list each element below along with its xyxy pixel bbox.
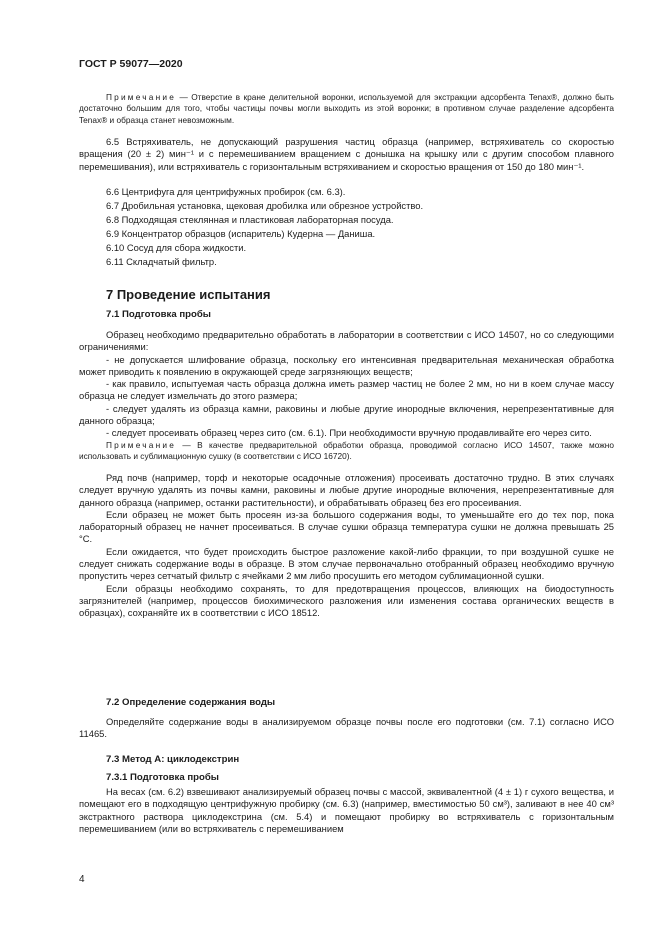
page-number: 4: [79, 874, 85, 885]
item-6-8: 6.8 Подходящая стеклянная и пластиковая лабораторная посуда.: [106, 214, 394, 225]
paragraph-soils: Ряд почв (например, торф и некоторые осадочные отложения) просеивать достаточно трудно. В этих случаях следует вручную удалять из почвы камни, раковины и любые другие инородные включения, нерепрезентативные для данного образца (например, останки растительности), и обрабатывать образец без его просеивания.: [79, 472, 614, 508]
bullet-2: - как правило, испытуемая часть образца должна иметь размер частиц не более 2 мм, но ни в коем случае массу образца не следует измельчать до этого размера;: [79, 378, 614, 402]
paragraph-water: Если образец не может быть просеян из-за большого содержания воды, то уменьшайте его до тех пор, пока лабораторный образец не начнет просеиваться. В случае сушки образца температура сушки не должна превышать 25 °С.: [79, 508, 614, 545]
document-header: ГОСТ Р 59077—2020: [79, 58, 183, 70]
item-6-5: [79, 136, 614, 173]
note-label: Примечание: [106, 92, 177, 102]
item-6-7: 6.7 Дробильная установка, щековая дробилка или обрезное устройство.: [106, 200, 424, 211]
section-7-1-heading: 7.1 Подготовка пробы: [106, 309, 211, 320]
item-6-11: 6.11 Складчатый фильтр.: [106, 256, 217, 267]
section-7-2-text: Определяйте содержание воды в анализируемом образце почвы после его подготовки (см. 7.1) согласно ИСО 11465.: [79, 716, 614, 740]
item-6-9: 6.9 Концентратор образцов (испаритель) Кудерна — Даниша.: [106, 228, 376, 239]
section-7-3-heading: 7.3 Метод А: циклодекстрин: [106, 754, 240, 765]
bullet-3: - следует удалять из образца камни, раковины и любые другие инородные включения, нерепрезентативные для данного образца;: [79, 402, 614, 427]
section-7-2-heading: 7.2 Определение содержания воды: [106, 697, 276, 708]
note-label: Примечание: [106, 440, 177, 450]
note-tenax: [79, 92, 614, 126]
bullet-4: - следует просеивать образец через сито (см. 6.1). При необходимости вручную продавливайте его через сито.: [106, 427, 592, 439]
section-7-2-body: [79, 716, 614, 741]
section-7-1-paragraphs: [79, 472, 614, 620]
section-7-heading: 7 Проведение испытания: [106, 287, 271, 302]
note-text: — В качестве предварительной обработки образца, проводимой согласно ИСО 14507, также можно использовать и сублимационную сушку (в соответствии с ИСО 16720).: [79, 440, 614, 462]
item-6-6: 6.6 Центрифуга для центрифужных пробирок (см. 6.3).: [106, 186, 346, 197]
section-7-1-intro: Образец необходимо предварительно обработать в лаборатории в соответствии с ИСО 14507, но со следующими ограничениями:: [79, 329, 614, 353]
paragraph-storage: Если образцы необходимо сохранять, то для предотвращения процессов, влияющих на биодоступность загрязнителей (например, процессов биохимического разложения или изменения состава органических веществ в образцах), сохраняйте их в соответствии с ИСО 18512.: [79, 582, 614, 619]
paragraph-drying: Если ожидается, что будет происходить быстрое разложение какой-либо фракции, то при воздушной сушке не следует снижать содержание воды в образце. В этом случае первоначально отобранный образец необходимо вручную пропустить через сетчатый фильтр с ячейками 2 мм либо просушить его методом сублимационной сушки.: [79, 545, 614, 582]
item-6-5-text: 6.5 Встряхиватель, не допускающий разрушения частиц образца (например, встряхиватель со скоростью вращения (20 ± 2) мин⁻¹ и с перемешиванием вращением с донышка на крышку или с другим способом плавного перемешивания), или встряхиватель с горизонтальным встряхиванием и скоростью вращения от 150 до 180 мин⁻¹.: [79, 136, 614, 172]
bullet-1: - не допускается шлифование образца, поскольку его интенсивная предварительная механическая обработка может приводить к появлению в окружающей среде загрязняющих веществ;: [79, 353, 614, 377]
section-7-3-1-heading: 7.3.1 Подготовка пробы: [106, 772, 219, 783]
note-text: — Отверстие в кране делительной воронки, используемой для экстракции адсорбента Tenax®, должно быть достаточно большим для того, чтобы частицы почвы могли выходить из этой воронки; в противном случае разделение адсорбента Tenax® и образца станет невозможным.: [79, 92, 614, 125]
section-7-1-body: [79, 329, 614, 440]
item-6-10: 6.10 Сосуд для сбора жидкости.: [106, 242, 247, 253]
note-freeze-drying: [79, 440, 614, 463]
section-7-3-1-text: На весах (см. 6.2) взвешивают анализируемый образец почвы с массой, эквивалентной (4 ± 1) г сухого вещества, и помещают его в подходящую центрифужную пробирку (см. 6.3) (например, вместимостью 50 см³), заливают в нее 40 см³ экстрактного раствора циклодекстрина (см. 5.4) и помещают пробирку во встряхиватель с горизонтальным перемешиванием (или во встряхиватель с перемешиванием: [79, 786, 614, 834]
section-7-3-1-body: [79, 786, 614, 835]
